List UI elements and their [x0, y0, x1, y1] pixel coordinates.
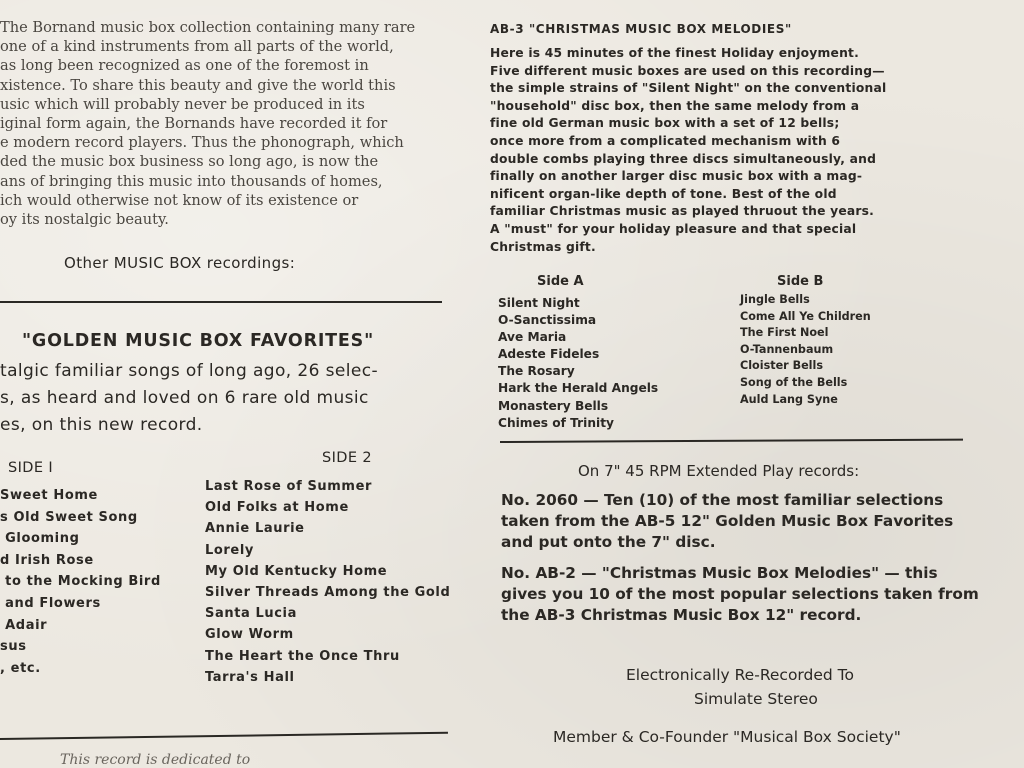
description-line: Christmas gift.: [490, 239, 596, 254]
ep-records-heading: On 7" 45 RPM Extended Play records:: [578, 462, 860, 480]
side-1-track-list: [0, 485, 161, 679]
track-item: O-Tannenbaum: [740, 342, 834, 356]
track-item: Hark the Herald Angels: [498, 381, 659, 396]
track-item: Glooming: [0, 531, 80, 547]
ep-line: and put onto the 7" disc.: [501, 533, 716, 551]
side-2-track-list: [205, 476, 450, 688]
track-item: Auld Lang Syne: [740, 392, 838, 406]
track-item: Jingle Bells: [740, 293, 810, 306]
description-line: talgic familiar songs of long ago, 26 selec-: [0, 361, 379, 381]
description-line: es, on this new record.: [0, 415, 203, 435]
description-line: s, as heard and loved on 6 rare old music: [0, 388, 369, 408]
ep-line: the AB-3 Christmas Music Box 12" record.: [501, 606, 862, 624]
track-item: d Irish Rose: [0, 552, 94, 568]
stereo-note-line1: Electronically Re-Recorded To: [626, 666, 854, 684]
ab3-description: [490, 45, 886, 256]
ep-line: No. 2060 — Ten (10) of the most familiar selections: [501, 491, 944, 509]
other-recordings-heading: Other MUSIC BOX recordings:: [64, 254, 296, 272]
side-a-heading: Side A: [537, 274, 584, 289]
intro-line: one of a kind instruments from all parts of the world,: [0, 38, 394, 56]
track-item: , etc.: [0, 660, 41, 676]
divider-left-bottom: [0, 732, 448, 740]
track-item: The Heart the Once Thru: [205, 648, 400, 664]
track-item: Tarra's Hall: [205, 669, 295, 685]
side-a-track-list: [498, 295, 658, 432]
track-item: Cloister Bells: [740, 359, 824, 373]
golden-favorites-description: [0, 358, 378, 439]
side-2-heading: SIDE 2: [322, 450, 373, 466]
intro-paragraph: [0, 18, 448, 229]
description-line: double combs playing three discs simultaneously, and: [490, 151, 877, 166]
track-item: Chimes of Trinity: [498, 415, 614, 430]
side-1-heading: SIDE I: [8, 460, 54, 476]
intro-line: oy its nostalgic beauty.: [0, 210, 169, 228]
divider-right: [500, 439, 963, 443]
track-item: My Old Kentucky Home: [205, 563, 388, 579]
ep-records-list: [501, 490, 979, 626]
track-item: Old Folks at Home: [205, 500, 349, 516]
description-line: "household" disc box, then the same melody from a: [490, 98, 860, 113]
intro-line: xistence. To share this beauty and give the world this: [0, 76, 396, 94]
track-item: Adeste Fideles: [498, 347, 600, 362]
track-item: Ave Maria: [498, 330, 567, 345]
ep-line: gives you 10 of the most popular selections taken from: [501, 585, 979, 603]
member-note: Member & Co-Founder "Musical Box Society": [553, 728, 901, 746]
description-line: fine old German music box with a set of 12 bells;: [490, 116, 840, 131]
description-line: the simple strains of "Silent Night" on the conventional: [490, 81, 887, 96]
intro-line: usic which will probably never be produced in its: [0, 95, 365, 113]
track-item: sus: [0, 639, 27, 655]
side-b-track-list: [740, 292, 871, 408]
intro-line: as long been recognized as one of the foremost in: [0, 57, 369, 75]
track-item: Lorely: [205, 542, 254, 558]
intro-line: iginal form again, the Bornands have recorded it for: [0, 114, 388, 132]
ab3-title: AB-3 "CHRISTMAS MUSIC BOX MELODIES": [490, 22, 792, 36]
track-item: The Rosary: [498, 364, 575, 379]
golden-favorites-title: "GOLDEN MUSIC BOX FAVORITES": [22, 331, 374, 351]
description-line: familiar Christmas music as played thruout the years.: [490, 204, 875, 219]
intro-line: ans of bringing this music into thousands of homes,: [0, 172, 383, 190]
description-line: Here is 45 minutes of the finest Holiday enjoyment.: [490, 46, 859, 60]
track-item: Silver Threads Among the Gold: [205, 585, 451, 601]
track-item: Monastery Bells: [498, 398, 609, 413]
intro-line: ich would otherwise not know of its existence or: [0, 191, 359, 209]
track-item: Last Rose of Summer: [205, 479, 373, 494]
track-item: Adair: [0, 617, 48, 633]
description-line: finally on another larger disc music box with a mag-: [490, 169, 863, 184]
track-item: O-Sanctissima: [498, 313, 597, 328]
ep-line: taken from the AB-5 12" Golden Music Box Favorites: [501, 512, 954, 530]
track-item: Silent Night: [498, 296, 580, 310]
intro-line: The Bornand music box collection containing many rare: [0, 19, 416, 36]
track-item: Annie Laurie: [205, 521, 305, 537]
dedication-text: This record is dedicated to: [60, 752, 251, 768]
divider-left-top: [0, 301, 442, 303]
intro-line: e modern record players. Thus the phonograph, which: [0, 134, 404, 152]
description-line: nificent organ-like depth of tone. Best of the old: [490, 186, 837, 201]
ep-line: No. AB-2 — "Christmas Music Box Melodies" — this: [501, 564, 938, 582]
track-item: Glow Worm: [205, 627, 294, 643]
track-item: to the Mocking Bird: [0, 574, 161, 590]
track-item: Song of the Bells: [740, 375, 848, 389]
track-item: Sweet Home: [0, 488, 98, 503]
description-line: once more from a complicated mechanism with 6: [490, 133, 841, 148]
ep-2060-entry: [501, 490, 979, 553]
track-item: The First Noel: [740, 326, 829, 340]
stereo-note-line2: Simulate Stereo: [694, 690, 818, 708]
description-line: A "must" for your holiday pleasure and that special: [490, 221, 857, 236]
track-item: Santa Lucia: [205, 606, 297, 622]
track-item: s Old Sweet Song: [0, 509, 138, 525]
side-b-heading: Side B: [777, 274, 824, 289]
track-item: Come All Ye Children: [740, 309, 871, 323]
ep-ab2-entry: [501, 563, 979, 626]
track-item: and Flowers: [0, 595, 101, 611]
intro-line: ded the music box business so long ago, is now the: [0, 153, 379, 171]
description-line: Five different music boxes are used on this recording—: [490, 63, 885, 78]
